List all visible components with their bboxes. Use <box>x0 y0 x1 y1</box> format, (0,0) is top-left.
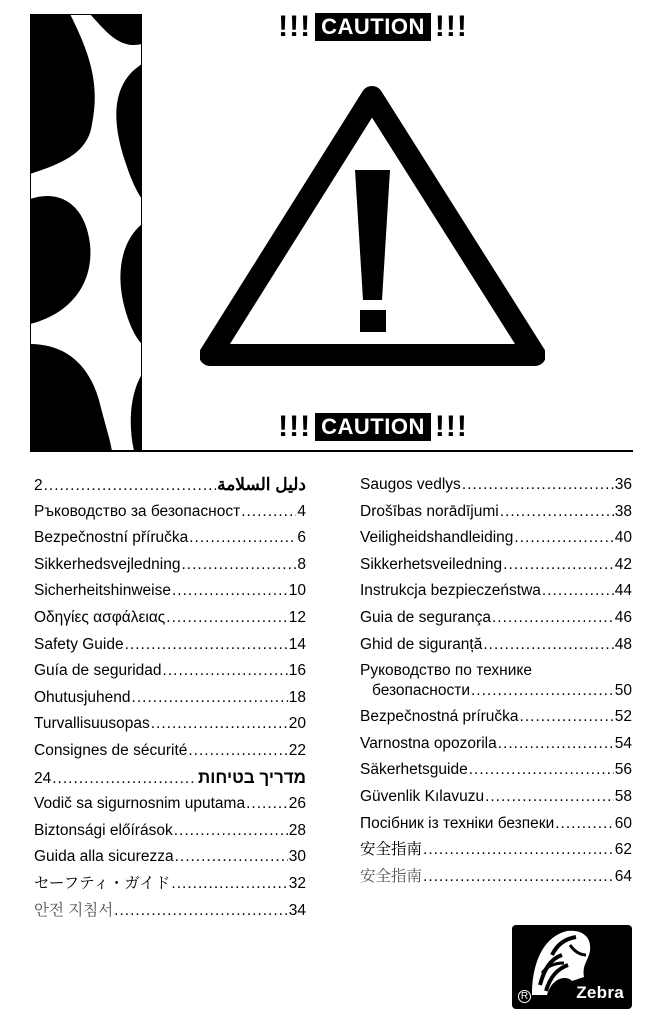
toc-title: 안전 지침서 <box>34 901 114 919</box>
toc-leader-dots <box>498 731 614 758</box>
toc-page-number: 22 <box>288 741 306 759</box>
toc-entry <box>360 525 632 552</box>
toc-entry <box>34 605 306 632</box>
toc-title: Vodič sa sigurnosnim uputama <box>34 795 246 813</box>
toc-leader-dots <box>175 844 288 871</box>
toc-entry <box>360 864 632 891</box>
toc-page-number: 52 <box>614 708 632 726</box>
toc-title: Instrukcja bezpieczeństwa <box>360 582 541 600</box>
caution-banner-top <box>268 10 478 44</box>
toc-title: Sikkerhedsvejledning <box>34 555 181 573</box>
toc-page-number: 18 <box>288 688 306 706</box>
toc-entry <box>360 472 632 499</box>
toc-leader-dots <box>423 864 614 891</box>
toc-title: Guida alla sicurezza <box>34 848 174 866</box>
toc-entry <box>360 552 632 579</box>
toc-title: Bezpečnostní příručka <box>34 529 189 547</box>
toc-leader-dots <box>52 766 197 793</box>
toc-page-number: 60 <box>614 814 632 832</box>
toc-entry <box>34 632 306 659</box>
toc-title: Guia de segurança <box>360 608 491 626</box>
toc-page-number: 46 <box>614 608 632 626</box>
toc-column-right <box>360 472 632 890</box>
toc-title: Consignes de sécurité <box>34 741 188 759</box>
toc-page-number: 56 <box>614 761 632 779</box>
toc-leader-dots <box>246 791 288 818</box>
toc-entry <box>34 552 306 579</box>
toc-leader-dots <box>171 871 287 898</box>
toc-leader-dots <box>483 632 613 659</box>
toc-entry <box>34 685 306 712</box>
toc-leader-dots <box>520 704 614 731</box>
toc-leader-dots <box>172 578 288 605</box>
toc-page-number: 12 <box>288 608 306 626</box>
toc-title: Varnostna opozorila <box>360 734 497 752</box>
toc-title: Säkerhetsguide <box>360 761 468 779</box>
toc-entry <box>360 632 632 659</box>
toc-title: Drošības norādījumi <box>360 502 499 520</box>
caution-banner-bottom <box>268 410 478 444</box>
toc-column-left <box>34 472 306 924</box>
toc-page-number: 24 <box>34 769 52 787</box>
toc-title: Sicherheitshinweise <box>34 582 171 600</box>
toc-page-number: 62 <box>614 841 632 859</box>
toc-leader-dots <box>241 499 296 526</box>
toc-title: Οδηγίες ασφάλειας <box>34 608 166 626</box>
toc-title: 安全指南 <box>360 841 423 859</box>
exclamation-marks-right: !!! <box>434 410 468 443</box>
toc-entry <box>360 704 632 731</box>
toc-page-number: 4 <box>297 502 306 520</box>
toc-entry <box>34 871 306 898</box>
brand-name: Zebra <box>576 983 624 1002</box>
toc-page-number: 26 <box>288 795 306 813</box>
toc-title: Guía de seguridad <box>34 662 162 680</box>
toc-entry <box>34 472 306 499</box>
toc-page-number: 42 <box>614 555 632 573</box>
toc-entry <box>34 711 306 738</box>
toc-leader-dots <box>181 552 296 579</box>
toc-title: Посібник із техніки безпеки <box>360 814 555 832</box>
toc-entry <box>34 791 306 818</box>
toc-entry <box>360 605 632 632</box>
toc-title: Bezpečnostná príručka <box>360 708 519 726</box>
toc-leader-dots <box>189 525 296 552</box>
toc-leader-dots <box>423 837 614 864</box>
toc-entry <box>360 784 632 811</box>
toc-leader-dots <box>469 757 614 784</box>
toc-leader-dots <box>503 552 614 579</box>
toc-leader-dots <box>151 711 288 738</box>
toc-entry <box>360 811 632 838</box>
divider-line <box>30 450 633 452</box>
toc-entry-continuation <box>360 681 632 701</box>
toc-page-number: 20 <box>288 715 306 733</box>
caution-label: CAUTION <box>315 13 431 41</box>
toc-leader-dots <box>485 784 614 811</box>
toc-page-number: 16 <box>288 662 306 680</box>
toc-page-number: 58 <box>614 787 632 805</box>
toc-title: دليل السلامة <box>217 475 306 494</box>
toc-title: Saugos vedlys <box>360 476 461 493</box>
toc-page-number: 28 <box>288 821 306 839</box>
toc-title: Veiligheidshandleiding <box>360 529 514 547</box>
toc-entry <box>34 499 306 526</box>
toc-leader-dots <box>125 632 288 659</box>
toc-leader-dots <box>188 738 287 765</box>
toc-entry <box>34 658 306 685</box>
zebra-logo <box>512 925 632 1009</box>
exclamation-marks-left: !!! <box>278 410 312 443</box>
toc-leader-dots <box>166 605 287 632</box>
toc-title: Güvenlik Kılavuzu <box>360 787 485 805</box>
exclamation-marks-right: !!! <box>434 10 468 43</box>
toc-page-number: 40 <box>614 529 632 547</box>
toc-title: Turvallisuusopas <box>34 715 150 733</box>
toc-page-number: 34 <box>288 901 306 919</box>
toc-title: 安全指南 <box>360 867 423 885</box>
toc-page-number: 44 <box>614 582 632 600</box>
toc-leader-dots <box>492 605 614 632</box>
toc-title: Ohutusjuhend <box>34 688 131 706</box>
caution-label: CAUTION <box>315 413 431 441</box>
toc-title: Ghid de siguranță <box>360 635 483 653</box>
zebra-stripe-graphic <box>30 14 142 451</box>
toc-entry <box>34 525 306 552</box>
toc-page-number: 48 <box>614 635 632 653</box>
warning-triangle-icon <box>200 85 545 375</box>
toc-page-number: 50 <box>614 682 632 700</box>
toc-title: セーフティ・ガイド <box>34 874 171 892</box>
toc-leader-dots <box>542 578 614 605</box>
toc-leader-dots <box>163 658 288 685</box>
toc-entry <box>360 578 632 605</box>
toc-entry <box>360 499 632 526</box>
toc-leader-dots <box>514 525 613 552</box>
toc-leader-dots <box>44 473 216 500</box>
toc-leader-dots <box>114 898 288 925</box>
toc-page-number: 30 <box>288 848 306 866</box>
toc-entry <box>34 738 306 765</box>
exclamation-marks-left: !!! <box>278 10 312 43</box>
registered-mark: R <box>518 990 531 1003</box>
toc-title: Biztonsági előírások <box>34 821 173 839</box>
toc-page-number: 6 <box>297 529 306 547</box>
toc-entry <box>34 844 306 871</box>
toc-entry <box>360 757 632 784</box>
toc-leader-dots <box>471 681 614 701</box>
toc-leader-dots <box>462 472 614 499</box>
toc-entry <box>34 765 306 792</box>
toc-leader-dots <box>555 811 614 838</box>
toc-entry <box>34 818 306 845</box>
toc-page-number: 10 <box>288 582 306 600</box>
toc-title: Ръководство за безопасност <box>34 502 241 520</box>
toc-page-number: 32 <box>288 874 306 892</box>
toc-page-number: 38 <box>614 502 632 520</box>
toc-entry <box>360 837 632 864</box>
toc-page-number: 8 <box>297 555 306 573</box>
toc-page-number: 64 <box>614 867 632 885</box>
toc-entry <box>360 658 632 704</box>
toc-entry <box>360 731 632 758</box>
toc-entry <box>34 898 306 925</box>
toc-page-number: 54 <box>614 734 632 752</box>
toc-page-number: 2 <box>34 477 43 494</box>
toc-entry <box>34 578 306 605</box>
toc-title: Safety Guide <box>34 635 124 653</box>
toc-leader-dots <box>132 685 288 712</box>
toc-leader-dots <box>500 499 614 526</box>
toc-page-number: 14 <box>288 635 306 653</box>
toc-page-number: 36 <box>614 476 632 493</box>
toc-title: Sikkerhetsveiledning <box>360 555 503 573</box>
toc-leader-dots <box>174 818 288 845</box>
toc-title: Руководство по технике <box>360 662 532 680</box>
toc-title: מדריך בטיחות <box>198 767 306 787</box>
toc-title-line-2: безопасности <box>372 682 470 700</box>
